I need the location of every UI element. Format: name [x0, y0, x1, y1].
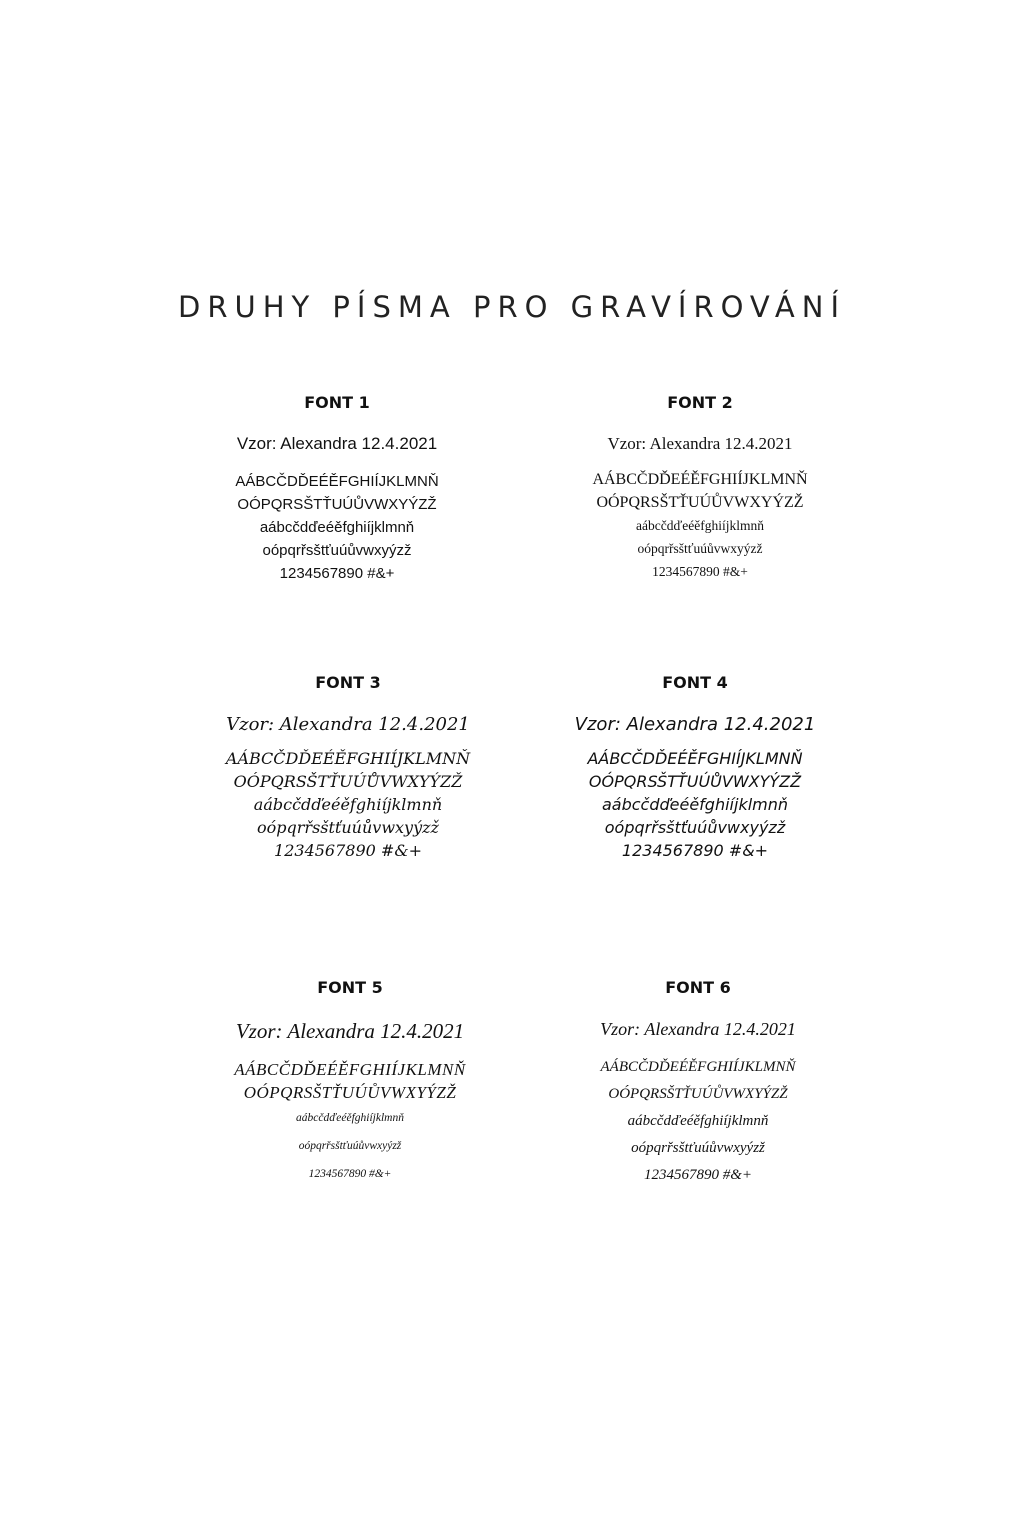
- lowercase-line-2: oópqrřsštťuúůvwxyýzž: [298, 1140, 402, 1152]
- font-sample: Vzor: Alexandra 12.4.2021: [607, 434, 793, 453]
- uppercase-line-1: AÁBCČDĎEÉĚFGHIÍJKLMNŇ: [235, 473, 439, 490]
- uppercase-line-1: AÁBCČDĎEÉĚFGHIÍJKLMNŇ: [592, 471, 808, 488]
- lowercase-line-1: aábcčdďeéěfghiíjklmnň: [296, 1112, 404, 1124]
- font-sample: Vzor: Alexandra 12.4.2021: [236, 434, 438, 453]
- font-panel-6: [518, 978, 878, 1189]
- digits-line: 1234567890 #&+: [279, 565, 395, 582]
- uppercase-line-2: OÓPQRSŠTŤUÚŮVWXYÝZŽ: [588, 772, 802, 791]
- font-name: FONT 2: [667, 393, 733, 412]
- font-name: FONT 5: [317, 978, 383, 997]
- uppercase-line-2: OÓPQRSŠTŤUÚŮVWXYÝZŽ: [596, 494, 804, 511]
- font-panel-1: [157, 393, 517, 585]
- digits-line: 1234567890 #&+: [652, 564, 748, 579]
- font-name: FONT 4: [662, 673, 728, 692]
- lowercase-line-1: aábcčdďeéěfghiíjklmnň: [627, 1113, 769, 1129]
- font-sample: Vzor: Alexandra 12.4.2021: [235, 1019, 465, 1043]
- lowercase-line-2: oópqrřsštťuúůvwxyýzž: [604, 818, 786, 837]
- lowercase-line-1: aábcčdďeéěfghiíjklmnň: [253, 795, 443, 814]
- uppercase-line-2: OÓPQRSŠTŤUÚŮVWXYÝZŽ: [237, 496, 437, 513]
- page-title: DRUHY PÍSMA PRO GRAVÍROVÁNÍ: [177, 290, 846, 324]
- font-panel-3: [168, 673, 528, 862]
- font-name: FONT 1: [304, 393, 370, 412]
- uppercase-line-1: AÁBCČDĎEÉĚFGHIÍJKLMNŇ: [587, 749, 803, 768]
- digits-line: 1234567890 #&+: [621, 841, 769, 860]
- font-sample: Vzor: Alexandra 12.4.2021: [574, 714, 816, 735]
- lowercase-line-1: aábcčdďeéěfghiíjklmnň: [259, 519, 415, 536]
- font-panel-4: [515, 673, 875, 862]
- lowercase-line-1: aábcčdďeéěfghiíjklmnň: [601, 795, 789, 814]
- lowercase-line-2: oópqrřsštťuúůvwxyýzž: [262, 542, 412, 559]
- uppercase-line-2: OÓPQRSŠTŤUÚŮVWXYÝZŽ: [608, 1086, 788, 1102]
- lowercase-line-2: oópqrřsštťuúůvwxyýzž: [637, 541, 763, 556]
- lowercase-line-2: oópqrřsštťuúůvwxyýzž: [257, 818, 439, 837]
- uppercase-line-1: AÁBCČDĎEÉĚFGHIÍJKLMNŇ: [600, 1059, 796, 1075]
- lowercase-line-2: oópqrřsštťuúůvwxyýzž: [631, 1140, 765, 1156]
- digits-line: 1234567890 #&+: [274, 841, 422, 860]
- font-sample: Vzor: Alexandra 12.4.2021: [600, 1019, 796, 1039]
- font-sample: Vzor: Alexandra 12.4.2021: [226, 714, 470, 735]
- uppercase-line-1: AÁBCČDĎEÉĚFGHIÍJKLMNŇ: [234, 1060, 466, 1079]
- font-panel-5: [170, 978, 530, 1188]
- uppercase-line-2: OÓPQRSŠTŤUÚŮVWXYÝZŽ: [233, 772, 463, 791]
- font-panel-2: [520, 393, 880, 583]
- font-name: FONT 6: [665, 978, 731, 997]
- digits-line: 1234567890 #&+: [308, 1168, 392, 1180]
- digits-line: 1234567890 #&+: [643, 1167, 753, 1183]
- uppercase-line-1: AÁBCČDĎEÉĚFGHIÍJKLMNŇ: [225, 749, 471, 768]
- uppercase-line-2: OÓPQRSŠTŤUÚŮVWXYÝZŽ: [243, 1083, 457, 1102]
- lowercase-line-1: aábcčdďeéěfghiíjklmnň: [636, 518, 764, 533]
- font-name: FONT 3: [315, 673, 381, 692]
